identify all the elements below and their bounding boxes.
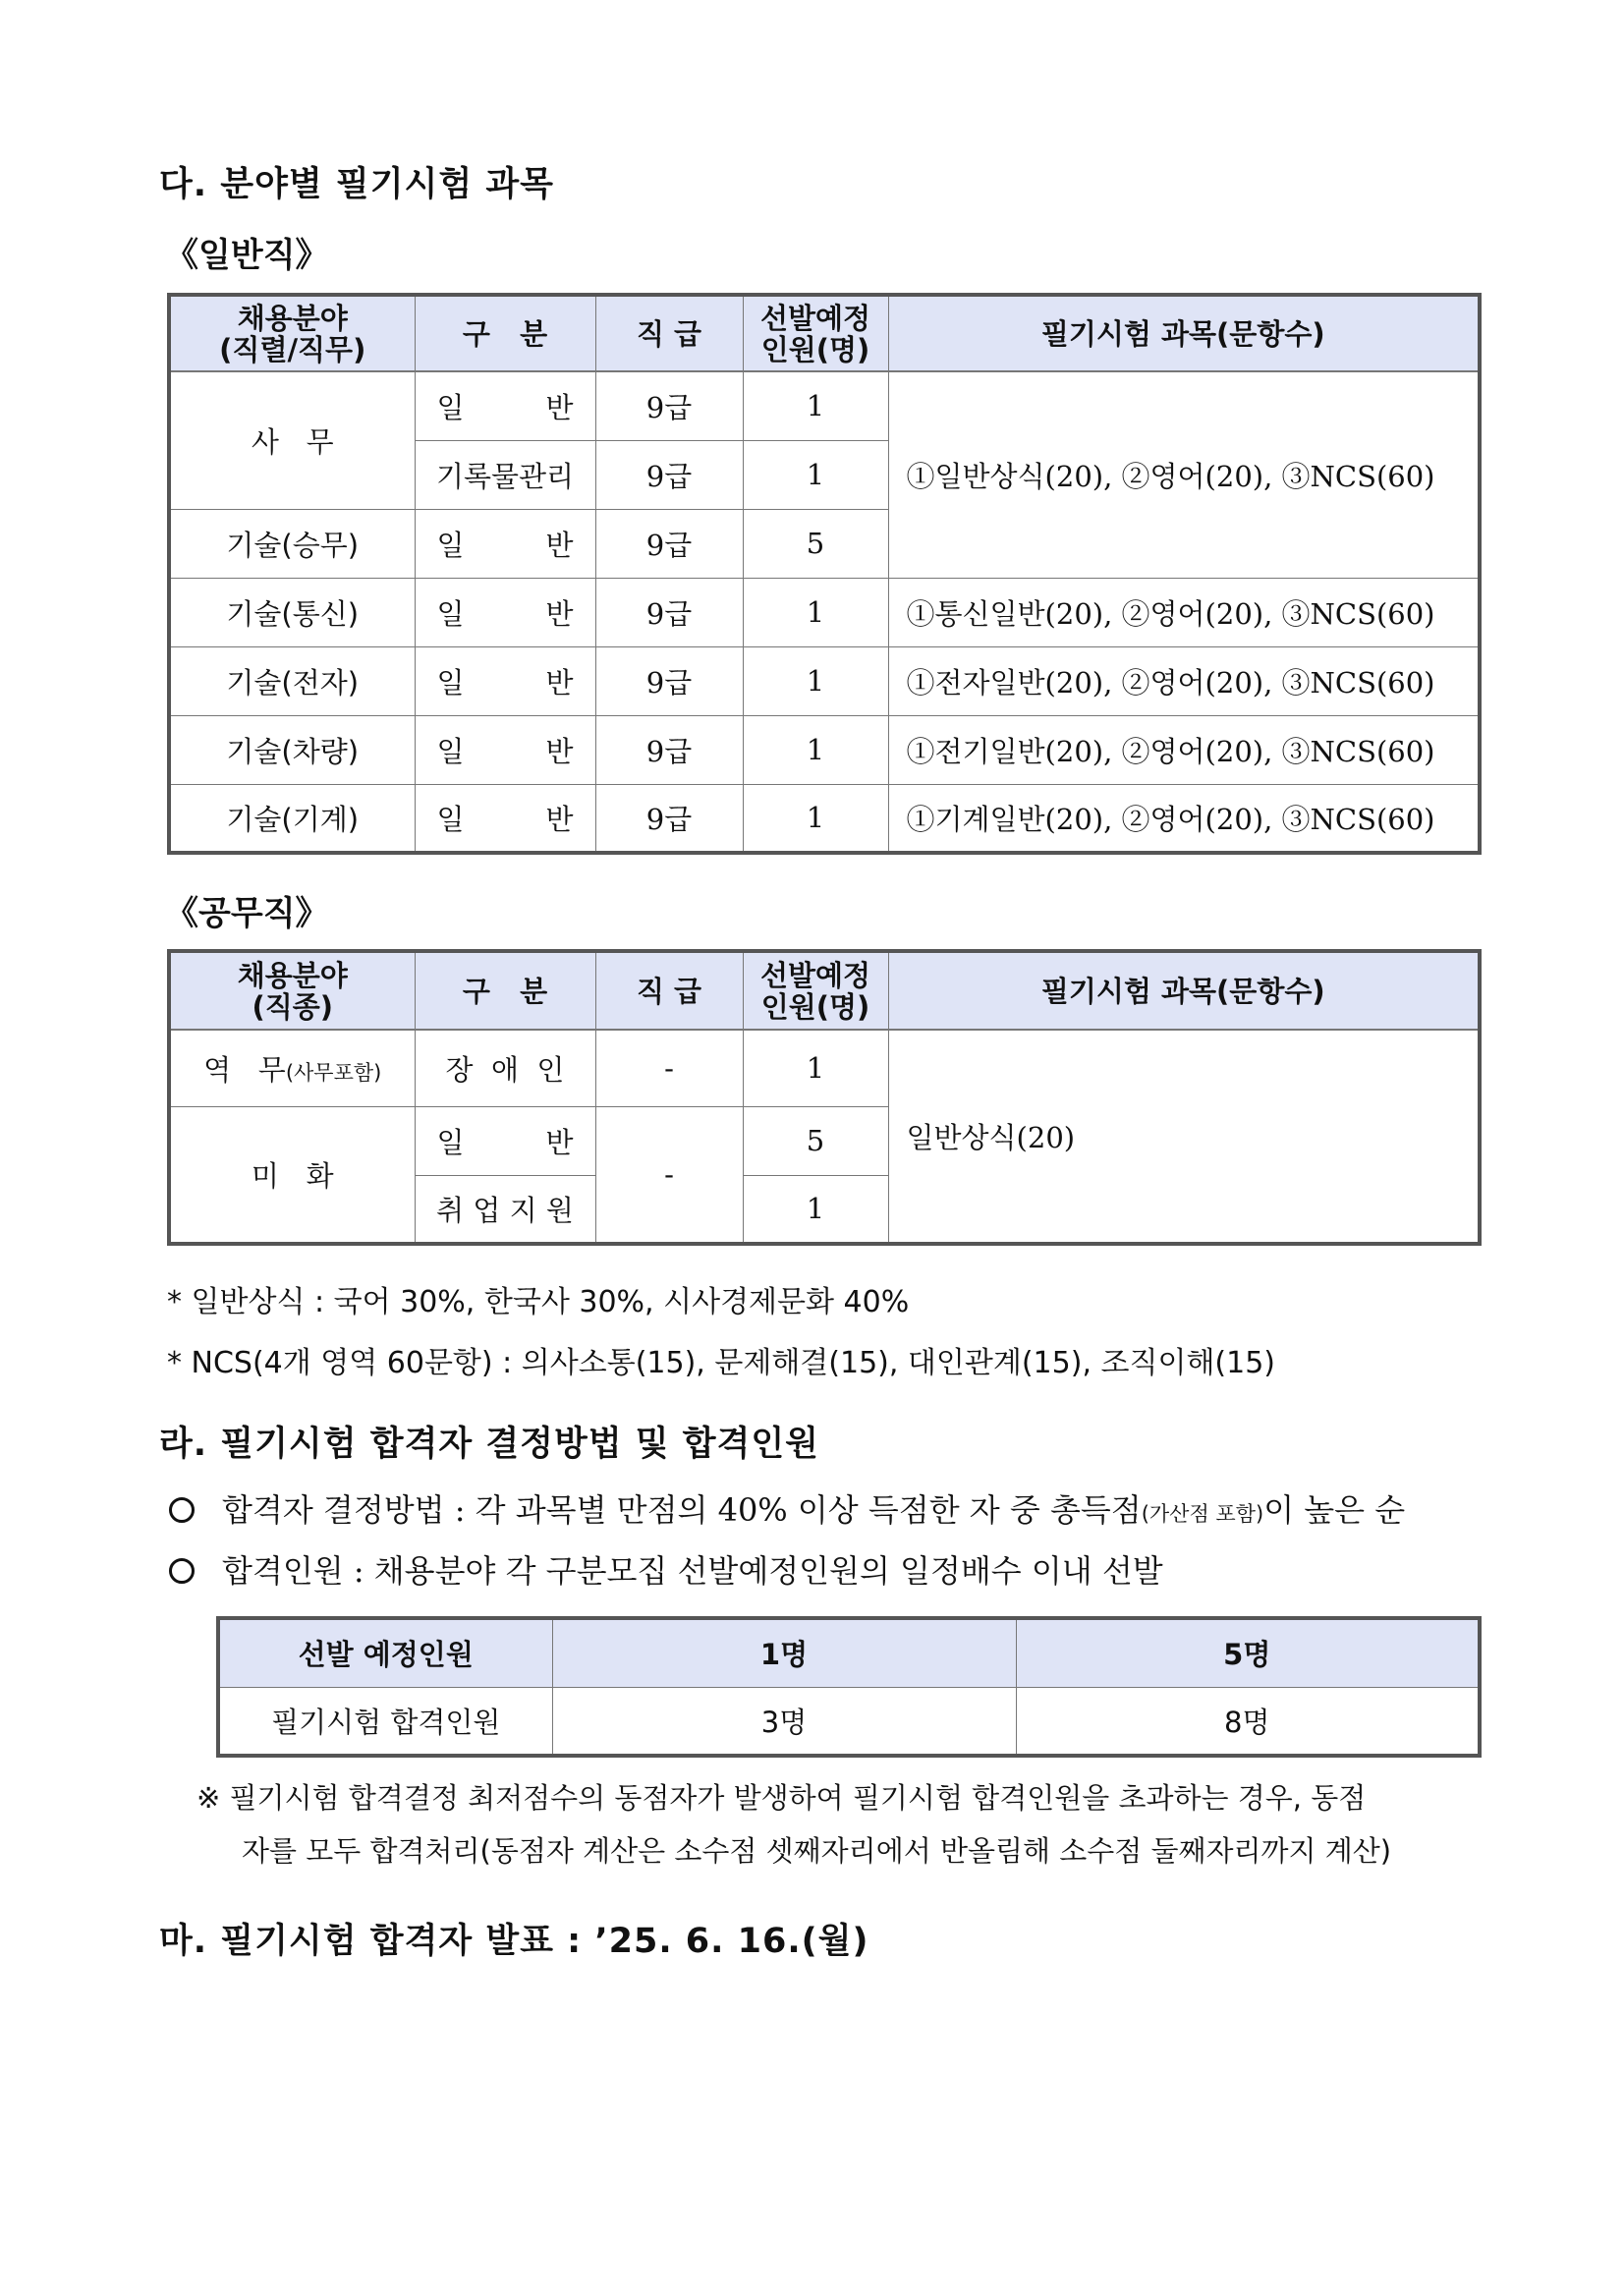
header-planned: 선발예정 인원(명)	[743, 951, 888, 1030]
header-grade: 직 급	[595, 951, 743, 1030]
subjects-cell: ①통신일반(20), ②영어(20), ③NCS(60)	[888, 578, 1480, 646]
public-label: 《공무직》	[165, 894, 329, 933]
category-cell: 일 반	[415, 1106, 595, 1175]
category-cell: 일 반	[415, 371, 595, 440]
section-ra-title: 라. 필기시험 합격자 결정방법 및 합격인원	[159, 1425, 819, 1464]
count-cell: 1	[743, 440, 888, 509]
subjects-cell: 일반상식(20)	[888, 1030, 1480, 1244]
subjects-cell: ①전자일반(20), ②영어(20), ③NCS(60)	[888, 646, 1480, 715]
tie-note-line2: 자를 모두 합격처리(동점자 계산은 소수점 셋째자리에서 반올림해 소수점 둘째자리까지 계산)	[242, 1834, 1392, 1868]
pass-header-label: 선발 예정인원	[218, 1618, 552, 1687]
field-cell: 기술(승무)	[169, 509, 415, 578]
tie-note-line1: ※ 필기시험 합격결정 최저점수의 동점자가 발생하여 필기시험 합격인원을 초과하는 경우, 동점	[196, 1781, 1367, 1815]
subjects-cell: ①일반상식(20), ②영어(20), ③NCS(60)	[888, 371, 1480, 578]
header-subjects: 필기시험 과목(문항수)	[888, 295, 1480, 371]
table-row	[169, 578, 1480, 646]
header-category: 구 분	[415, 951, 595, 1030]
header-planned: 선발예정 인원(명)	[743, 295, 888, 371]
table-row	[169, 646, 1480, 715]
grade-cell: 9급	[595, 646, 743, 715]
circle-bullet-icon	[169, 1497, 195, 1523]
category-cell: 일 반	[415, 784, 595, 853]
bullet-decision-method: 합격자 결정방법 : 각 과목별 만점의 40% 이상 득점한 자 중 총득점(가산점 포함)이 높은 순	[169, 1485, 1405, 1531]
category-cell: 일 반	[415, 509, 595, 578]
field-cell: 기술(차량)	[169, 715, 415, 784]
category-cell: 장 애 인	[415, 1030, 595, 1106]
general-table	[167, 293, 1482, 855]
count-cell: 1	[743, 784, 888, 853]
table-row	[169, 784, 1480, 853]
pass-row-label: 필기시험 합격인원	[218, 1687, 552, 1756]
grade-cell: -	[595, 1030, 743, 1106]
pass-table	[216, 1616, 1482, 1758]
section-ma-title: 마. 필기시험 합격자 발표 : ’25. 6. 16.(월)	[159, 1922, 869, 1961]
table-row	[169, 1030, 1480, 1106]
grade-cell: 9급	[595, 578, 743, 646]
category-cell: 기록물관리	[415, 440, 595, 509]
subjects-cell: ①기계일반(20), ②영어(20), ③NCS(60)	[888, 784, 1480, 853]
grade-cell: -	[595, 1106, 743, 1244]
count-cell: 5	[743, 509, 888, 578]
grade-cell: 9급	[595, 440, 743, 509]
field-cell: 역 무(사무포함)	[169, 1030, 415, 1106]
count-cell: 1	[743, 371, 888, 440]
pass-header-b: 5명	[1016, 1618, 1480, 1687]
count-cell: 5	[743, 1106, 888, 1175]
pass-row-a: 3명	[552, 1687, 1016, 1756]
pass-row-b: 8명	[1016, 1687, 1480, 1756]
grade-cell: 9급	[595, 715, 743, 784]
category-cell: 취 업 지 원	[415, 1175, 595, 1244]
count-cell: 1	[743, 1175, 888, 1244]
count-cell: 1	[743, 1030, 888, 1106]
header-category: 구 분	[415, 295, 595, 371]
grade-cell: 9급	[595, 371, 743, 440]
category-cell: 일 반	[415, 646, 595, 715]
grade-cell: 9급	[595, 784, 743, 853]
public-table	[167, 949, 1482, 1246]
pass-header-a: 1명	[552, 1618, 1016, 1687]
bullet-pass-count: 합격인원 : 채용분야 각 구분모집 선발예정인원의 일정배수 이내 선발	[169, 1546, 1163, 1592]
note-general-knowledge: * 일반상식 : 국어 30%, 한국사 30%, 시사경제문화 40%	[167, 1285, 910, 1319]
header-field: 채용분야 (직종)	[169, 951, 415, 1030]
subjects-cell: ①전기일반(20), ②영어(20), ③NCS(60)	[888, 715, 1480, 784]
note-ncs: * NCS(4개 영역 60문항) : 의사소통(15), 문제해결(15), 대인관계(15), 조직이해(15)	[167, 1346, 1276, 1380]
category-cell: 일 반	[415, 715, 595, 784]
header-grade: 직 급	[595, 295, 743, 371]
section-da-title: 다. 분야별 필기시험 과목	[159, 165, 554, 204]
header-field: 채용분야 (직렬/직무)	[169, 295, 415, 371]
table-row	[169, 715, 1480, 784]
general-label: 《일반직》	[165, 236, 329, 275]
category-cell: 일 반	[415, 578, 595, 646]
count-cell: 1	[743, 646, 888, 715]
field-cell: 기술(기계)	[169, 784, 415, 853]
field-cell: 사 무	[169, 371, 415, 509]
count-cell: 1	[743, 715, 888, 784]
count-cell: 1	[743, 578, 888, 646]
field-cell: 기술(통신)	[169, 578, 415, 646]
header-subjects: 필기시험 과목(문항수)	[888, 951, 1480, 1030]
table-row	[218, 1687, 1480, 1756]
table-row	[169, 371, 1480, 440]
field-cell: 미 화	[169, 1106, 415, 1244]
field-cell: 기술(전자)	[169, 646, 415, 715]
grade-cell: 9급	[595, 509, 743, 578]
circle-bullet-icon	[169, 1558, 195, 1584]
